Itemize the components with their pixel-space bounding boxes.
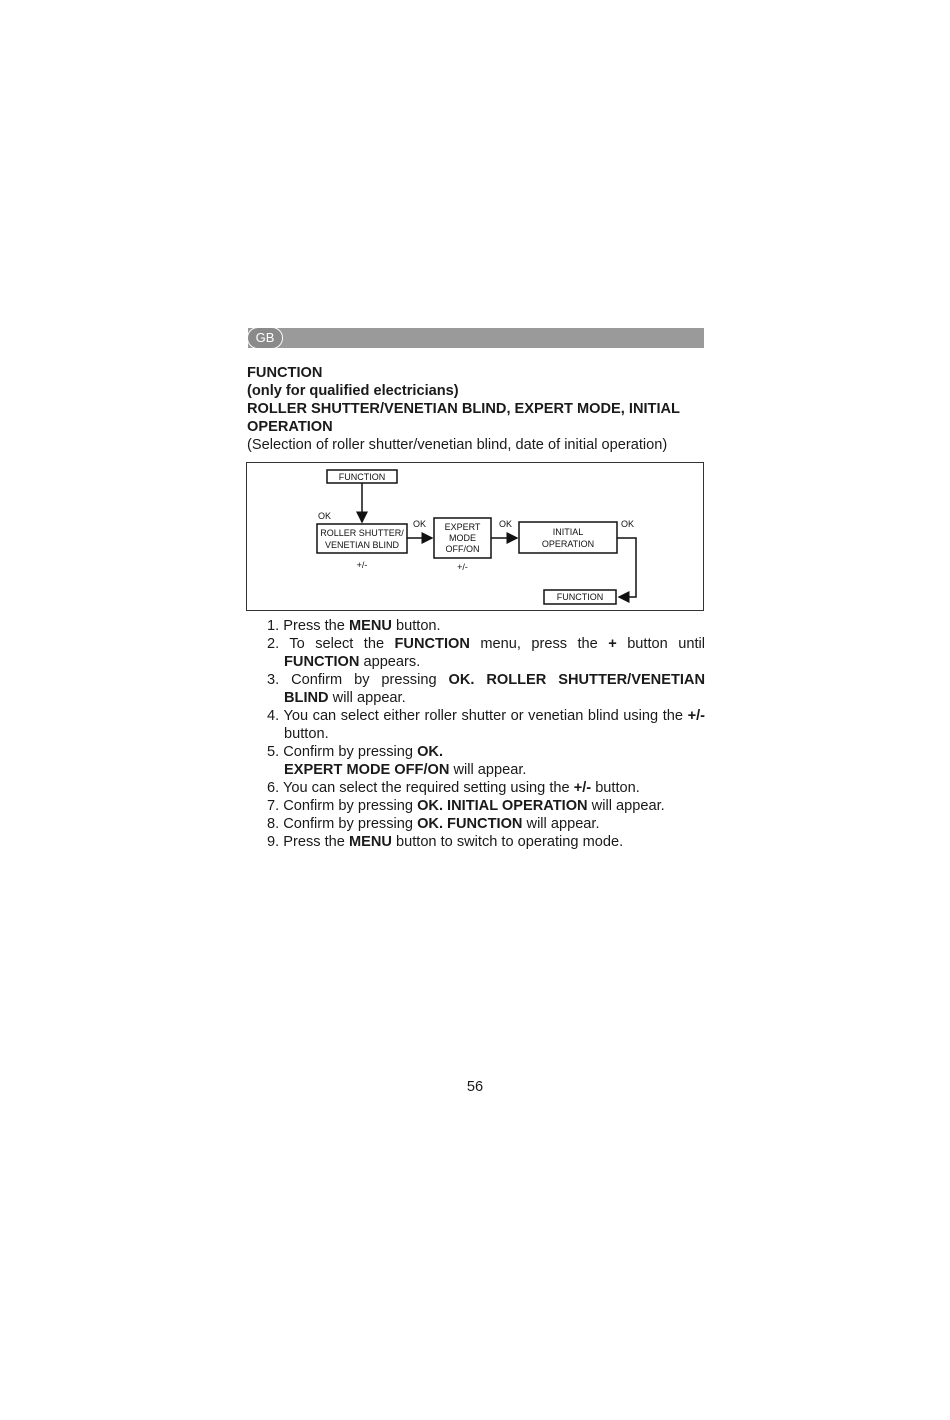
initial-operation-line1: INITIAL [552, 527, 584, 537]
expert-mode-line2: MODE [449, 533, 476, 543]
step-item [267, 671, 705, 707]
step-text: will appear. [587, 798, 665, 814]
step-item [267, 635, 705, 671]
headings [247, 364, 705, 454]
language-badge: GB [247, 327, 283, 349]
initial-operation-line2: OPERATION [541, 539, 595, 549]
step-bold-text: +/- [573, 780, 592, 796]
step-text: button until [616, 636, 705, 652]
step-bold-text: + [608, 636, 617, 652]
step-text: Press the [283, 618, 349, 634]
step-text: Press the [283, 834, 349, 850]
step-bold-text: FUNCTION [284, 654, 360, 670]
step-bold-text: +/- [687, 708, 705, 724]
step-item [267, 833, 705, 851]
step-text: button. [591, 780, 640, 796]
step-text: button to switch to operating mode. [391, 834, 624, 850]
ok-label-4: OK [621, 519, 635, 529]
step-number: 1. [267, 618, 284, 634]
flow-diagram-svg [247, 463, 705, 612]
step-bold-text: FUNCTION [394, 636, 470, 652]
step-text: Confirm by pressing [283, 816, 418, 832]
step-text: You can select either roller shutter or venetian blind using the [283, 708, 688, 724]
step-text: menu, press the [469, 636, 609, 652]
step-number: 5. [267, 744, 284, 760]
step-bold-text: OK. ROLLER SHUTTER/VENETIAN BLIND [284, 672, 705, 706]
ok-label-3: OK [499, 519, 513, 529]
menu-flow-diagram [246, 462, 704, 611]
step-item [267, 707, 705, 743]
expert-mode-line3: OFF/ON [445, 544, 480, 554]
top-function-label: FUNCTION [338, 472, 386, 482]
step-number: 3. [267, 672, 292, 688]
roller-shutter-line1: ROLLER SHUTTER/ [320, 528, 404, 538]
arrow-return [617, 538, 636, 597]
step-item [267, 743, 705, 779]
step-bold-text: OK. FUNCTION [417, 816, 523, 832]
end-function-label: FUNCTION [556, 592, 604, 602]
step-item [267, 617, 705, 635]
step-item [267, 779, 705, 797]
expert-mode-line1: EXPERT [444, 522, 481, 532]
step-text: Confirm by pressing [291, 672, 449, 688]
step-number: 6. [267, 780, 283, 796]
heading-qualified: (only for qualified electricians) [247, 383, 459, 399]
step-text: will appear. [328, 690, 406, 706]
plusminus-label-2: +/- [457, 562, 468, 572]
step-item [267, 797, 705, 815]
step-text: button. [391, 618, 441, 634]
step-number: 7. [267, 798, 284, 814]
step-text: Confirm by pressing [283, 798, 418, 814]
step-item [267, 815, 705, 833]
heading-function: FUNCTION [247, 365, 323, 381]
step-number: 2. [267, 636, 290, 652]
step-text: To select the [289, 636, 395, 652]
section-header-bar [248, 328, 704, 348]
step-number: 8. [267, 816, 284, 832]
ok-label-1: OK [318, 511, 332, 521]
step-text: appears. [359, 654, 421, 670]
step-bold-text: OK. [417, 744, 444, 760]
roller-shutter-line2: VENETIAN BLIND [324, 540, 400, 550]
step-text: Confirm by pressing [283, 744, 418, 760]
step-text: button. [284, 726, 329, 742]
step-number: 4. [267, 708, 284, 724]
plusminus-label-1: +/- [356, 560, 368, 570]
heading-topics: ROLLER SHUTTER/VENETIAN BLIND, EXPERT MODE, INITIAL OPERATION [247, 401, 680, 435]
ok-label-2: OK [413, 519, 427, 529]
step-bold-text: EXPERT MODE OFF/ON [284, 762, 450, 778]
step-bold-text: MENU [348, 618, 392, 634]
heading-description: (Selection of roller shutter/venetian blind, date of initial operation) [247, 437, 668, 453]
step-bold-text: OK. INITIAL OPERATION [417, 798, 588, 814]
step-number: 9. [267, 834, 284, 850]
step-text: will appear. [449, 762, 527, 778]
page-number: 56 [466, 1079, 484, 1095]
instruction-steps [267, 617, 705, 851]
step-text: will appear. [522, 816, 600, 832]
step-bold-text: MENU [348, 834, 392, 850]
step-text: You can select the required setting using the [282, 780, 574, 796]
